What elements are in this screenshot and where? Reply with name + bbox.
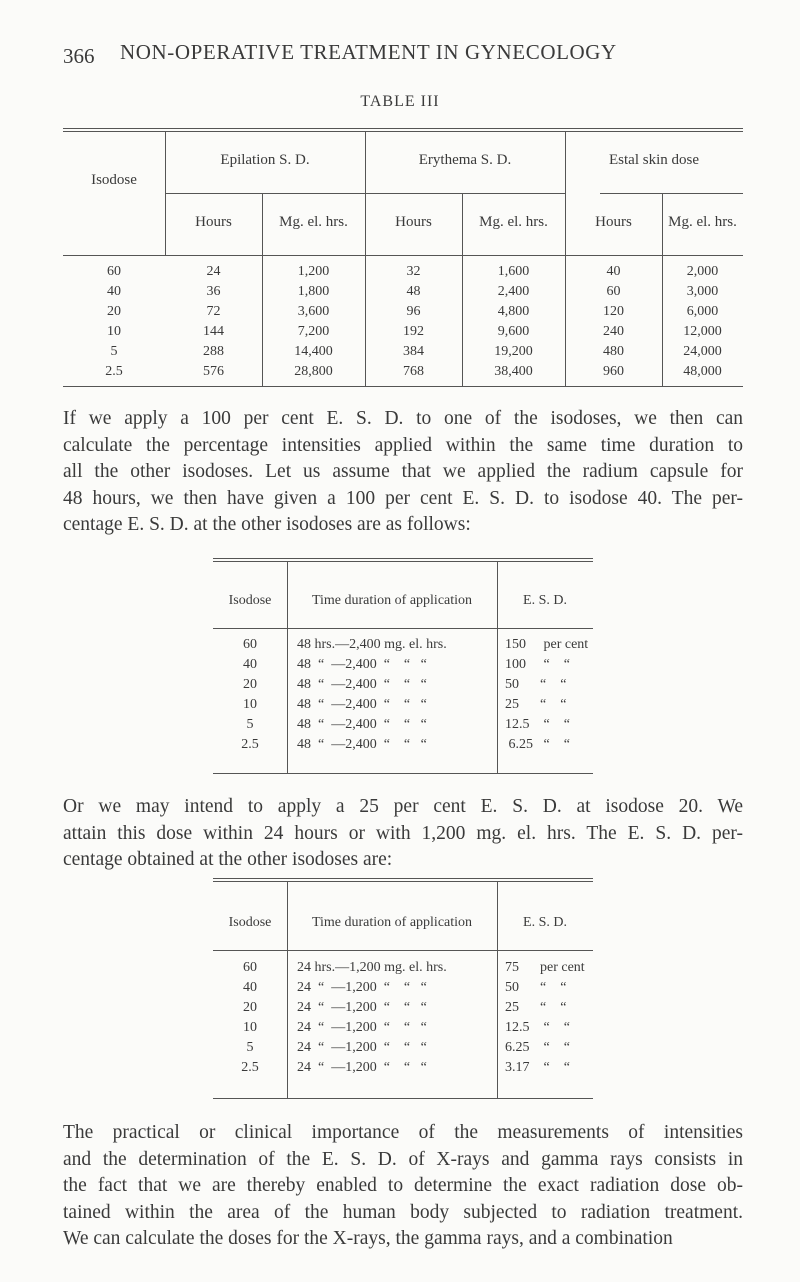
table-cell: 960 bbox=[603, 364, 624, 379]
table-cell: 19,200 bbox=[494, 344, 533, 359]
isodose-cell: 5 bbox=[246, 717, 254, 732]
text-line: We can calculate the doses for the X-rays, the gamma rays, and a combination bbox=[63, 1228, 673, 1249]
table-cell: 4,800 bbox=[497, 304, 530, 319]
table-cell: 192 bbox=[403, 324, 424, 339]
isodose-cell: 10 bbox=[107, 324, 121, 339]
table-top-rule bbox=[213, 558, 593, 559]
table-top-rule-2 bbox=[213, 881, 593, 882]
time-cell: 48 “ —2,400 “ “ “ bbox=[297, 737, 427, 752]
text-line: attain this dose within 24 hours or with 1,200 mg. el. hrs. The E. S. D. per- bbox=[63, 822, 743, 844]
esd-cell: 150 per cent bbox=[505, 637, 589, 652]
header-bottom-rule bbox=[213, 628, 593, 629]
esd-cell: 12.5 “ “ bbox=[505, 717, 570, 732]
text-line: all the other isodoses. Let us assume that we applied the radium capsule for bbox=[63, 461, 743, 482]
text-line: the fact that we are thereby enabled to determine the exact radiation dose ob- bbox=[63, 1175, 743, 1196]
table-cell: 6,000 bbox=[686, 304, 719, 319]
paragraph-3 bbox=[63, 1120, 743, 1253]
time-cell: 24 “ —1,200 “ “ “ bbox=[297, 1000, 427, 1015]
time-cell: 24 hrs.—1,200 mg. el. hrs. bbox=[297, 960, 447, 975]
table-cell: 32 bbox=[406, 264, 421, 279]
isodose-cell: 20 bbox=[243, 1000, 257, 1015]
isodose-cell: 5 bbox=[110, 344, 118, 359]
col-divider bbox=[165, 132, 166, 255]
header-erythema: Erythema S. D. bbox=[418, 152, 512, 168]
table-cell: 60 bbox=[606, 284, 621, 299]
table-cell: 480 bbox=[603, 344, 624, 359]
paragraph-1 bbox=[63, 406, 743, 539]
isodose-cell: 10 bbox=[243, 697, 257, 712]
table-cell: 28,800 bbox=[294, 364, 333, 379]
esd-cell: 50 “ “ bbox=[505, 980, 567, 995]
esd-cell: 12.5 “ “ bbox=[505, 1020, 570, 1035]
text-line: If we apply a 100 per cent E. S. D. to one of the isodoses, we then can bbox=[63, 408, 743, 429]
time-cell: 48 “ —2,400 “ “ “ bbox=[297, 677, 427, 692]
time-cell: 48 “ —2,400 “ “ “ bbox=[297, 717, 427, 732]
table-cell: 2,000 bbox=[686, 264, 719, 279]
table-cell: 7,200 bbox=[297, 324, 330, 339]
header-epilation: Epilation S. D. bbox=[220, 152, 310, 168]
table-cell: 1,200 bbox=[297, 264, 330, 279]
isodose-cell: 60 bbox=[243, 637, 257, 652]
text-line: centage obtained at the other isodoses are: bbox=[63, 849, 393, 870]
table-cell: 14,400 bbox=[294, 344, 333, 359]
time-cell: 48 “ —2,400 “ “ “ bbox=[297, 657, 427, 672]
table-cell: 72 bbox=[206, 304, 221, 319]
header-time-duration: Time duration of application bbox=[311, 593, 473, 608]
isodose-cell: 2.5 bbox=[241, 737, 259, 752]
header-isodose: Isodose bbox=[228, 915, 272, 930]
table-bottom-rule bbox=[213, 1098, 593, 1099]
esd-cell: 3.17 “ “ bbox=[505, 1060, 570, 1075]
page-number: 366 bbox=[63, 44, 95, 68]
table-cell: 40 bbox=[606, 264, 621, 279]
table-cell: 36 bbox=[206, 284, 221, 299]
time-cell: 48 “ —2,400 “ “ “ bbox=[297, 697, 427, 712]
table-cell: 96 bbox=[406, 304, 421, 319]
esd-cell: 75 per cent bbox=[505, 960, 585, 975]
subheader-hours: Hours bbox=[195, 214, 232, 230]
header-bottom-rule bbox=[63, 255, 743, 256]
header-isodose: Isodose bbox=[228, 593, 272, 608]
isodose-cell: 5 bbox=[246, 1040, 254, 1055]
table-bottom-rule bbox=[213, 773, 593, 774]
text-line: and the determination of the E. S. D. of X-rays and gamma rays consists in bbox=[63, 1148, 743, 1170]
table-cell: 12,000 bbox=[683, 324, 722, 339]
header-isodose: Isodose bbox=[91, 172, 137, 188]
time-cell: 24 “ —1,200 “ “ “ bbox=[297, 1040, 427, 1055]
subheader-hours: Hours bbox=[395, 214, 432, 230]
isodose-cell: 60 bbox=[243, 960, 257, 975]
subheader-mg: Mg. el. hrs. bbox=[668, 214, 737, 230]
table-cell: 2,400 bbox=[497, 284, 530, 299]
table-cell: 240 bbox=[603, 324, 624, 339]
table-cell: 1,600 bbox=[497, 264, 530, 279]
time-cell: 24 “ —1,200 “ “ “ bbox=[297, 1060, 427, 1075]
isodose-cell: 2.5 bbox=[105, 364, 123, 379]
table-cell: 24,000 bbox=[683, 344, 722, 359]
table-bottom-rule bbox=[63, 386, 743, 387]
header-mid-rule-2 bbox=[600, 193, 743, 194]
table-cell: 288 bbox=[203, 344, 224, 359]
text-line: The practical or clinical importance of the measurements of intensities bbox=[63, 1122, 743, 1143]
table-cell: 384 bbox=[403, 344, 424, 359]
isodose-cell: 20 bbox=[107, 304, 121, 319]
subheader-hours: Hours bbox=[595, 214, 632, 230]
esd-cell: 50 “ “ bbox=[505, 677, 567, 692]
table-cell: 1,800 bbox=[297, 284, 330, 299]
header-esd: E. S. D. bbox=[523, 593, 567, 608]
esd-cell: 6.25 “ “ bbox=[505, 737, 570, 752]
table-cell: 144 bbox=[203, 324, 224, 339]
subheader-mg: Mg. el. hrs. bbox=[479, 214, 548, 230]
time-cell: 48 hrs.—2,400 mg. el. hrs. bbox=[297, 637, 447, 652]
text-line: centage E. S. D. at the other isodoses are as follows: bbox=[63, 514, 471, 535]
header-estal: Estal skin dose bbox=[609, 152, 699, 168]
table-top-rule-2 bbox=[213, 561, 593, 562]
table-cell: 48 bbox=[406, 284, 421, 299]
text-line: calculate the percentage intensities applied within the same time duration to bbox=[63, 434, 743, 456]
table-top-rule bbox=[63, 128, 743, 129]
table-cell: 3,000 bbox=[686, 284, 719, 299]
table-cell: 3,600 bbox=[297, 304, 330, 319]
text-line: tained within the area of the human body subjected to radiation treatment. bbox=[63, 1201, 743, 1223]
isodose-cell: 10 bbox=[243, 1020, 257, 1035]
table-top-rule bbox=[213, 878, 593, 879]
header-esd: E. S. D. bbox=[523, 915, 567, 930]
text-line: 48 hours, we then have given a 100 per cent E. S. D. to isodose 40. The per- bbox=[63, 487, 743, 509]
paragraph-2 bbox=[63, 794, 743, 874]
table-title: TABLE III bbox=[360, 93, 440, 110]
table-cell: 576 bbox=[203, 364, 224, 379]
subheader-mg: Mg. el. hrs. bbox=[279, 214, 348, 230]
text-line: Or we may intend to apply a 25 per cent E. S. D. at isodose 20. We bbox=[63, 796, 743, 817]
isodose-cell: 40 bbox=[243, 980, 257, 995]
table-cell: 38,400 bbox=[494, 364, 533, 379]
isodose-cell: 40 bbox=[107, 284, 121, 299]
isodose-cell: 20 bbox=[243, 677, 257, 692]
time-cell: 24 “ —1,200 “ “ “ bbox=[297, 1020, 427, 1035]
isodose-cell: 40 bbox=[243, 657, 257, 672]
esd-cell: 6.25 “ “ bbox=[505, 1040, 570, 1055]
esd-cell: 25 “ “ bbox=[505, 1000, 567, 1015]
esd-cell: 25 “ “ bbox=[505, 697, 567, 712]
table-cell: 9,600 bbox=[497, 324, 530, 339]
running-head: NON-OPERATIVE TREATMENT IN GYNECOLOGY bbox=[120, 40, 617, 64]
header-bottom-rule bbox=[213, 950, 593, 951]
time-cell: 24 “ —1,200 “ “ “ bbox=[297, 980, 427, 995]
header-time-duration: Time duration of application bbox=[311, 915, 473, 930]
table-cell: 48,000 bbox=[683, 364, 722, 379]
esd-cell: 100 “ “ bbox=[505, 657, 570, 672]
table-cell: 120 bbox=[603, 304, 624, 319]
table-cell: 24 bbox=[206, 264, 221, 279]
isodose-cell: 2.5 bbox=[241, 1060, 259, 1075]
isodose-cell: 60 bbox=[107, 264, 121, 279]
table-cell: 768 bbox=[403, 364, 424, 379]
